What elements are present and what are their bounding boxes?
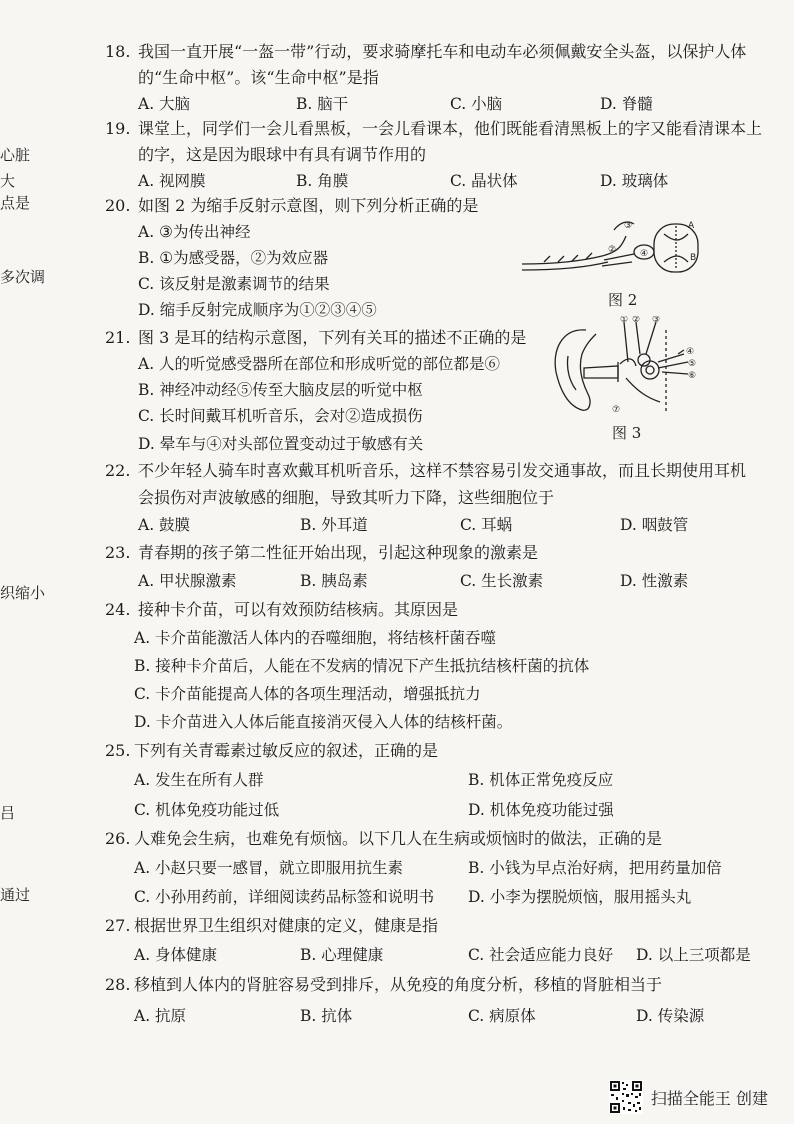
option: B. 胰岛素 — [300, 572, 368, 590]
svg-text:⑤: ⑤ — [688, 359, 697, 369]
svg-text:①: ① — [620, 316, 629, 325]
option: B. 外耳道 — [300, 516, 368, 534]
option: B. 小钱为早点治好病，把用药量加倍 — [468, 859, 722, 877]
option: B. 脑干 — [296, 95, 349, 113]
question-number: 19. — [105, 119, 131, 138]
option: A. 鼓膜 — [138, 516, 191, 534]
option: C. 晶状体 — [450, 172, 518, 190]
svg-text:⑥: ⑥ — [688, 371, 697, 381]
question-text: 移植到人体内的肾脏容易受到排斥，从免疫的角度分析，移植的肾脏相当于 — [134, 975, 663, 994]
question-text: 会损伤对声波敏感的细胞，导致其听力下降，这些细胞位于 — [138, 488, 555, 507]
margin-fragment: 点是 — [0, 194, 31, 212]
option: D. 机体免疫功能过强 — [468, 801, 614, 819]
option: A. 小赵只要一感冒，就立即服用抗生素 — [134, 859, 404, 877]
option: C. 该反射是激素调节的结果 — [138, 275, 330, 293]
option: A. 身体健康 — [134, 946, 218, 964]
qr-code-icon — [609, 1080, 643, 1114]
question-text: 的“生命中枢”。该“生命中枢”是指 — [138, 68, 379, 87]
svg-text:④: ④ — [640, 249, 649, 259]
margin-fragment: 多次调 — [0, 268, 46, 286]
scanner-watermark — [609, 1080, 768, 1114]
svg-text:②: ② — [632, 316, 641, 325]
question-number: 23. — [105, 543, 131, 562]
option: A. 抗原 — [134, 1007, 187, 1025]
question-text: 如图 2 为缩手反射示意图，则下列分析正确的是 — [138, 196, 479, 215]
reflex-arc-figure — [518, 212, 706, 284]
option: C. 卡介苗能提高人体的各项生理活动，增强抵抗力 — [134, 685, 481, 703]
option: B. 抗体 — [300, 1007, 353, 1025]
svg-text:④: ④ — [686, 347, 695, 357]
option: A. 视网膜 — [138, 172, 206, 190]
option: B. ①为感受器，②为效应器 — [138, 249, 329, 267]
option: D. 玻璃体 — [600, 172, 669, 190]
ear-structure-figure — [548, 316, 698, 420]
question-text: 接种卡介苗，可以有效预防结核病。其原因是 — [138, 600, 459, 619]
figure-caption: 图 2 — [608, 291, 638, 309]
margin-fragment: 吕 — [0, 804, 16, 822]
option: A. 卡介苗能激活人体内的吞噬细胞，将结核杆菌吞噬 — [134, 629, 497, 647]
question-text: 下列有关青霉素过敏反应的叙述，正确的是 — [134, 741, 439, 760]
question-number: 25. — [105, 741, 131, 760]
margin-fragment: 心脏 — [0, 146, 31, 164]
question-number: 20. — [105, 196, 131, 215]
option: D. 传染源 — [636, 1007, 705, 1025]
question-number: 18. — [105, 42, 131, 61]
option: B. 神经冲动经⑤传至大脑皮层的听觉中枢 — [138, 381, 423, 399]
option: B. 机体正常免疫反应 — [468, 771, 614, 789]
option: C. 生长激素 — [460, 572, 544, 590]
question-number: 22. — [105, 461, 131, 480]
option: C. 长时间戴耳机听音乐，会对②造成损伤 — [138, 407, 423, 425]
question-number: 27. — [105, 916, 131, 935]
option: B. 接种卡介苗后，人能在不发病的情况下产生抵抗结核杆菌的抗体 — [134, 657, 590, 675]
option: D. 晕车与④对头部位置变动过于敏感有关 — [138, 435, 424, 453]
option: A. 发生在所有人群 — [134, 771, 264, 789]
question-number: 21. — [105, 328, 131, 347]
margin-fragment: 大 — [0, 172, 16, 190]
option: D. 咽鼓管 — [620, 516, 689, 534]
question-text: 我国一直开展“一盔一带”行动，要求骑摩托车和电动车必须佩戴安全头盔，以保护人体 — [138, 42, 747, 61]
option: A. 大脑 — [138, 95, 191, 113]
option: D. 以上三项都是 — [636, 946, 751, 964]
question-text: 课堂上，同学们一会儿看黑板，一会儿看课本，他们既能看清黑板上的字又能看清课本上 — [138, 119, 763, 138]
option: C. 病原体 — [468, 1007, 536, 1025]
option: D. 脊髓 — [600, 95, 653, 113]
question-text: 不少年轻人骑车时喜欢戴耳机听音乐，这样不禁容易引发交通事故，而且长期使用耳机 — [138, 461, 747, 480]
svg-text:B: B — [690, 253, 697, 263]
option: C. 小脑 — [450, 95, 503, 113]
svg-text:⑦: ⑦ — [612, 405, 621, 415]
question-text: 的字，这是因为眼球中有具有调节作用的 — [138, 145, 427, 164]
margin-fragment: 通过 — [0, 886, 31, 904]
option: D. 性激素 — [620, 572, 689, 590]
figure-caption: 图 3 — [612, 424, 642, 442]
question-text: 人难免会生病，也难免有烦恼。以下几人在生病或烦恼时的做法，正确的是 — [134, 829, 663, 848]
svg-text:③: ③ — [652, 316, 661, 325]
option: C. 耳蜗 — [460, 516, 513, 534]
option: D. 缩手反射完成顺序为①②③④⑤ — [138, 301, 377, 319]
option: A. 甲状腺激素 — [138, 572, 237, 590]
svg-text:②: ② — [608, 245, 617, 255]
option: C. 社会适应能力良好 — [468, 946, 614, 964]
margin-fragment: 织缩小 — [0, 584, 46, 602]
option: C. 机体免疫功能过低 — [134, 801, 280, 819]
question-text: 根据世界卫生组织对健康的定义，健康是指 — [134, 916, 439, 935]
question-number: 24. — [105, 600, 131, 619]
question-number: 28. — [105, 975, 131, 994]
option: B. 角膜 — [296, 172, 349, 190]
option: A. ③为传出神经 — [138, 223, 251, 241]
option: B. 心理健康 — [300, 946, 384, 964]
question-number: 26. — [105, 829, 131, 848]
svg-text:③: ③ — [624, 221, 633, 231]
question-text: 图 3 是耳的结构示意图，下列有关耳的描述不正确的是 — [138, 328, 527, 347]
option: D. 卡介苗进入人体后能直接消灭侵入人体的结核杆菌。 — [134, 713, 513, 731]
option: C. 小孙用药前，详细阅读药品标签和说明书 — [134, 888, 435, 906]
watermark-text: 扫描全能王 创建 — [650, 1088, 768, 1108]
svg-text:A: A — [688, 221, 695, 231]
option: D. 小李为摆脱烦恼，服用摇头丸 — [468, 888, 692, 906]
option: A. 人的听觉感受器所在部位和形成听觉的部位都是⑥ — [138, 355, 501, 373]
question-text: 青春期的孩子第二性征开始出现，引起这种现象的激素是 — [138, 543, 539, 562]
